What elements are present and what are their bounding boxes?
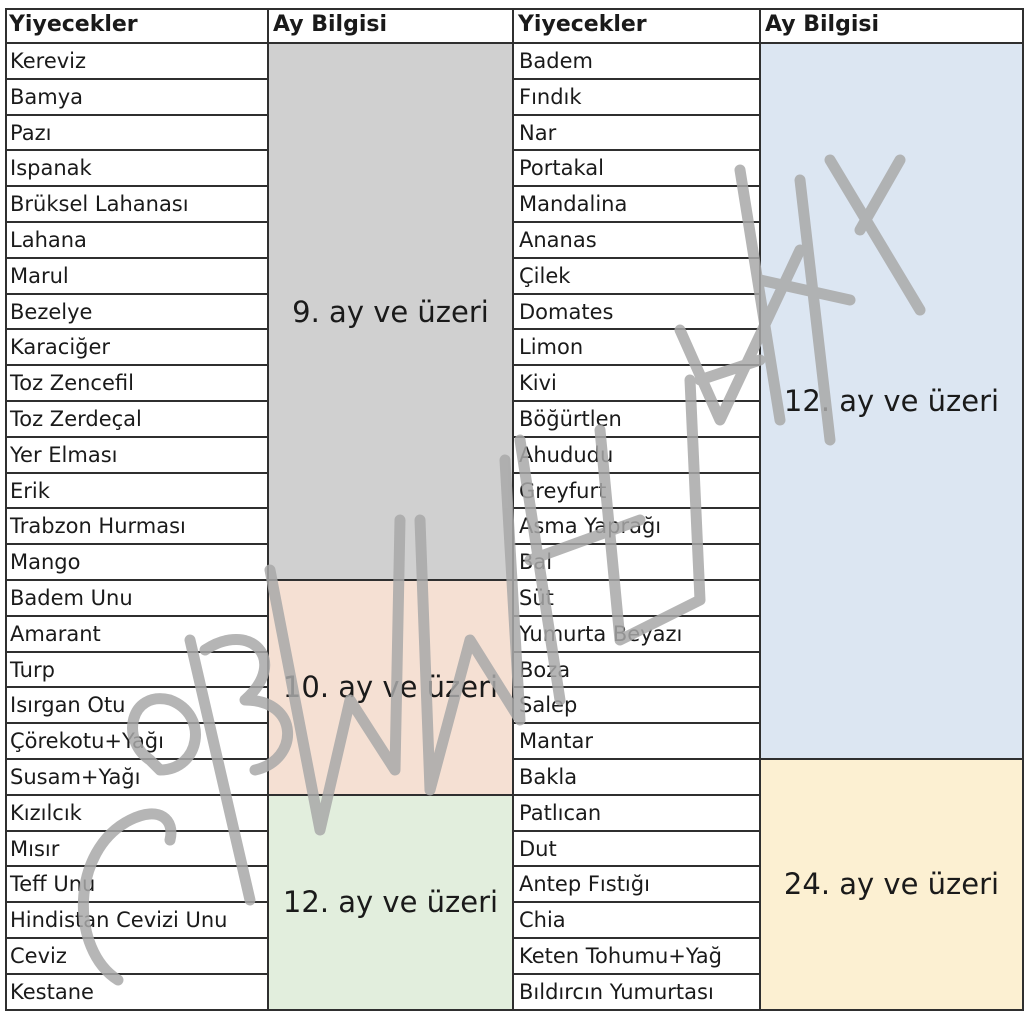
food-cell: Boza <box>514 653 761 689</box>
age-group-cell: 10. ay ve üzeri <box>269 581 514 796</box>
food-cell: Kereviz <box>5 44 269 80</box>
food-cell: Portakal <box>514 151 761 187</box>
food-cell: Toz Zencefil <box>5 366 269 402</box>
header-foods-right: Yiyecekler <box>514 8 761 44</box>
age-group-cell: 9. ay ve üzeri <box>269 44 514 581</box>
food-cell: Brüksel Lahanası <box>5 187 269 223</box>
age-group-cell: 12. ay ve üzeri <box>269 796 514 1011</box>
food-cell: Antep Fıstığı <box>514 867 761 903</box>
food-cell: Salep <box>514 688 761 724</box>
food-cell: Bal <box>514 545 761 581</box>
food-cell: Ahududu <box>514 438 761 474</box>
food-cell: Çilek <box>514 259 761 295</box>
food-cell: Böğürtlen <box>514 402 761 438</box>
food-cell: Amarant <box>5 617 269 653</box>
food-cell: Mandalina <box>514 187 761 223</box>
food-cell: Erik <box>5 474 269 510</box>
food-cell: Karaciğer <box>5 330 269 366</box>
food-cell: Yer Elması <box>5 438 269 474</box>
food-cell: Bıldırcın Yumurtası <box>514 975 761 1011</box>
header-month-left: Ay Bilgisi <box>269 8 514 44</box>
food-cell: Mısır <box>5 832 269 868</box>
food-cell: Teff Unu <box>5 867 269 903</box>
food-cell: Çörekotu+Yağı <box>5 724 269 760</box>
age-group-cell: 12. ay ve üzeri <box>761 44 1024 760</box>
food-cell: Kızılcık <box>5 796 269 832</box>
age-group-cell: 24. ay ve üzeri <box>761 760 1024 1011</box>
food-cell: Turp <box>5 653 269 689</box>
food-cell: Badem <box>514 44 761 80</box>
food-age-table <box>5 8 1024 1009</box>
food-cell: Bezelye <box>5 295 269 331</box>
food-cell: Lahana <box>5 223 269 259</box>
food-cell: Trabzon Hurması <box>5 509 269 545</box>
food-cell: Isırgan Otu <box>5 688 269 724</box>
food-cell: Limon <box>514 330 761 366</box>
food-cell: Nar <box>514 116 761 152</box>
header-foods-left: Yiyecekler <box>5 8 269 44</box>
food-cell: Domates <box>514 295 761 331</box>
food-cell: Dut <box>514 832 761 868</box>
food-cell: Marul <box>5 259 269 295</box>
food-cell: Susam+Yağı <box>5 760 269 796</box>
food-cell: Kestane <box>5 975 269 1011</box>
food-cell: Bamya <box>5 80 269 116</box>
food-cell: Mantar <box>514 724 761 760</box>
food-cell: Mango <box>5 545 269 581</box>
food-cell: Ananas <box>514 223 761 259</box>
food-cell: Pazı <box>5 116 269 152</box>
header-month-right: Ay Bilgisi <box>761 8 1024 44</box>
food-cell: Fındık <box>514 80 761 116</box>
food-cell: Patlıcan <box>514 796 761 832</box>
food-cell: Bakla <box>514 760 761 796</box>
food-cell: Badem Unu <box>5 581 269 617</box>
food-cell: Greyfurt <box>514 474 761 510</box>
food-cell: Ispanak <box>5 151 269 187</box>
food-cell: Hindistan Cevizi Unu <box>5 903 269 939</box>
food-cell: Toz Zerdeçal <box>5 402 269 438</box>
food-cell: Keten Tohumu+Yağ <box>514 939 761 975</box>
food-cell: Asma Yaprağı <box>514 509 761 545</box>
food-cell: Yumurta Beyazı <box>514 617 761 653</box>
food-cell: Süt <box>514 581 761 617</box>
food-cell: Ceviz <box>5 939 269 975</box>
food-cell: Chia <box>514 903 761 939</box>
food-cell: Kivi <box>514 366 761 402</box>
